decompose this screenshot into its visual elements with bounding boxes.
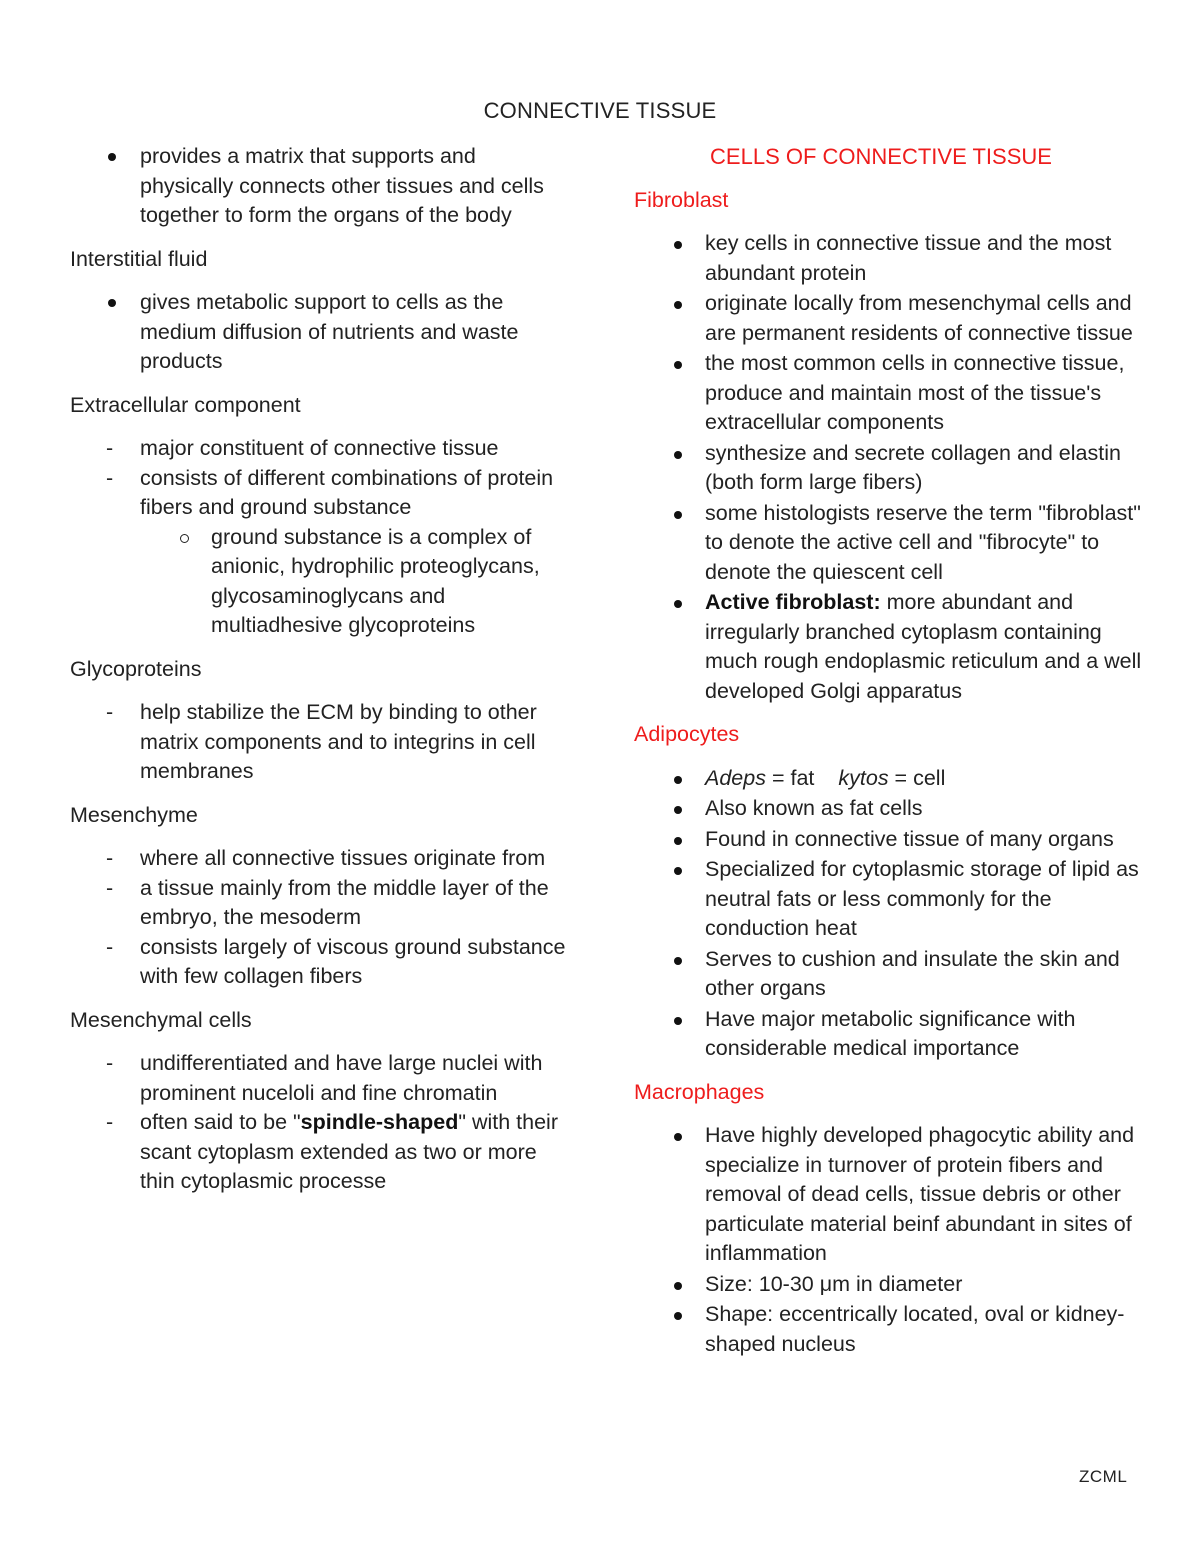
bold-term: Active fibroblast: [705,590,881,614]
list-item: Shape: eccentrically located, oval or kidney-shaped nucleus [634,1300,1144,1359]
list-item: some histologists reserve the term "fibroblast" to denote the active cell and "fibrocyte" to denote the quiescent cell [634,499,1144,588]
list-item-text: " with their scant cytoplasm extended as two or more thin cytoplasmic processe [140,1110,558,1193]
list-item: - help stabilize the ECM by binding to other matrix components and to integrins in cell membranes [70,698,570,787]
list-item: - undifferentiated and have large nuclei with prominent nuceloli and fine chromatin [70,1049,570,1108]
right-column [634,142,1144,1360]
mesenchyme-list [70,844,570,992]
list-item: Also known as fat cells [634,794,1144,824]
list-item: gives metabolic support to cells as the medium diffusion of nutrients and waste products [70,288,570,377]
footer-initials: ZCML [1079,1467,1128,1486]
section-heading-interstitial-fluid: Interstitial fluid [70,246,208,271]
fibroblast-list [634,229,1144,706]
list-item: - where all connective tissues originate from [70,844,570,874]
list-item: Size: 10-30 μm in diameter [634,1270,1144,1300]
list-item: Found in connective tissue of many organs [634,825,1144,855]
list-item: key cells in connective tissue and the most abundant protein [634,229,1144,288]
adipocytes-list [634,764,1144,1064]
list-item: - major constituent of connective tissue [70,434,570,464]
list-item: originate locally from mesenchymal cells and are permanent residents of connective tissue [634,289,1144,348]
section-heading-macrophages: Macrophages [634,1079,765,1104]
section-heading-mesenchyme: Mesenchyme [70,802,198,827]
section-heading-fibroblast: Fibroblast [634,187,729,212]
section-heading-mesenchymal-cells: Mesenchymal cells [70,1007,252,1032]
intro-list [70,142,570,231]
interstitial-list [70,288,570,377]
section-heading-glycoproteins: Glycoproteins [70,656,202,681]
list-item [70,1108,570,1197]
list-item: ground substance is a complex of anionic, hydrophilic proteoglycans, glycosaminoglycans and multiadhesive glycoproteins [140,523,570,641]
list-item: Specialized for cytoplasmic storage of lipid as neutral fats or less commonly for the conduction heat [634,855,1144,944]
list-item: - consists largely of viscous ground substance with few collagen fibers [70,933,570,992]
list-item: Serves to cushion and insulate the skin and other organs [634,945,1144,1004]
list-item: - a tissue mainly from the middle layer of the embryo, the mesoderm [70,874,570,933]
italic-term: kytos [838,765,889,790]
list-item [634,764,1144,794]
ground-substance-sublist [140,523,570,641]
list-item: the most common cells in connective tissue, produce and maintain most of the tissue's extracellular components [634,349,1144,438]
list-item-text: more abundant and irregularly branched cytoplasm containing much rough endoplasmic reticulum and a well developed Golgi apparatus [705,590,1142,703]
macrophages-list [634,1121,1144,1359]
list-item-text: often said to be " [140,1110,301,1134]
list-item-text: = cell [888,765,946,790]
section-heading-extracellular-component: Extracellular component [70,392,301,417]
list-item: - consists of different combinations of protein fibers and ground substance [70,464,570,523]
italic-term: Adeps [705,765,766,790]
bold-term: spindle-shaped [300,1110,459,1134]
list-item [634,588,1144,706]
list-item: provides a matrix that supports and physically connects other tissues and cells together to form the organs of the body [70,142,570,231]
list-item: Have major metabolic significance with considerable medical importance [634,1005,1144,1064]
mesenchymal-cells-list [70,1049,570,1197]
cells-section-title: CELLS OF CONNECTIVE TISSUE [710,144,1052,169]
extracellular-list [70,434,570,523]
left-column [70,142,570,1197]
page-title: CONNECTIVE TISSUE [483,98,717,123]
glycoproteins-list [70,698,570,787]
section-heading-adipocytes: Adipocytes [634,722,740,746]
list-item: synthesize and secrete collagen and elastin (both form large fibers) [634,439,1144,498]
list-item-text: = fat [765,765,815,790]
list-item: Have highly developed phagocytic ability and specialize in turnover of protein fibers and removal of dead cells, tissue debris or other particulate material beinf abundant in sites of inflammation [634,1121,1144,1269]
